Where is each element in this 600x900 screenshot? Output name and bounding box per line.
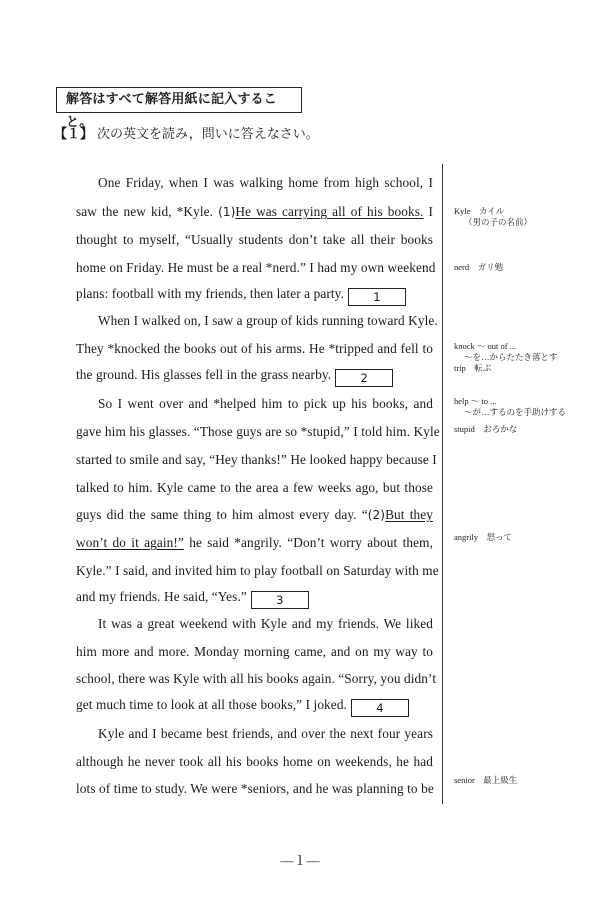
passage-line: Kyle and I became best friends, and over the next four years bbox=[98, 726, 433, 741]
passage-line: and my friends. He said, “Yes.” 3 bbox=[76, 588, 433, 609]
note-angrily: angrily 怒って bbox=[454, 532, 513, 542]
page-number: —１— bbox=[280, 853, 320, 868]
note-nerd: nerd ガリ勉 bbox=[454, 262, 504, 272]
instruction-box: 解答はすべて解答用紙に記入すること。 bbox=[56, 87, 302, 113]
passage-line: Kyle.” I said, and invited him to play football on Saturday with me bbox=[76, 563, 439, 578]
underline-marker-1: (1) bbox=[218, 205, 236, 219]
answer-blank-4: 4 bbox=[351, 699, 409, 717]
passage-line: him more and more. Monday morning came, and on my way to bbox=[76, 644, 433, 659]
question-heading bbox=[54, 126, 319, 144]
note-knock: knock ～ out of ... ～を…からたたき落とす bbox=[454, 341, 558, 362]
passage-line: talked to him. Kyle came to the area a few weeks ago, but those bbox=[76, 480, 433, 495]
passage-line: lots of time to study. We were *seniors, and he was planning to be bbox=[76, 781, 434, 796]
passage-line: get much time to look at all those books,” I joked. 4 bbox=[76, 696, 433, 717]
question-text: 次の英文を読み，問いに答えなさい。 bbox=[97, 127, 319, 142]
note-help: help ～ to ... ～が…するのを手助けする bbox=[454, 396, 567, 417]
passage-line: although he never took all his books home on weekends, he had bbox=[76, 754, 433, 769]
note-kyle: Kyle カイル （男の子の名前） bbox=[454, 206, 533, 227]
passage-line: home on Friday. He must be a real *nerd.” I had my own weekend bbox=[76, 260, 436, 275]
passage-line: school, there was Kyle with all his books again. “Sorry, you didn’t bbox=[76, 671, 437, 686]
passage-line: thought to myself, “Usually students don’t take all their books bbox=[76, 232, 433, 247]
answer-blank-2: 2 bbox=[335, 369, 393, 387]
note-stupid: stupid おろかな bbox=[454, 424, 518, 434]
passage-line: So I went over and *helped him to pick up his books, and bbox=[98, 396, 433, 411]
passage-line: One Friday, when I was walking home from high school, I bbox=[98, 175, 433, 190]
passage-line: guys did the same thing to him almost every day. “(2)But they bbox=[76, 507, 434, 522]
margin-divider bbox=[442, 164, 443, 804]
question-number: 【１】 bbox=[54, 127, 94, 142]
passage-line: plans: football with my friends, then later a party. 1 bbox=[76, 285, 433, 306]
answer-blank-1: 1 bbox=[348, 288, 406, 306]
passage-line: gave him his glasses. “Those guys are so *stupid,” I told him. Kyle bbox=[76, 424, 440, 439]
passage-line: When I walked on, I saw a group of kids running toward Kyle. bbox=[98, 313, 438, 328]
note-trip: trip 転ぶ bbox=[454, 363, 492, 373]
passage-line: started to smile and say, “Hey thanks!” He looked happy because I bbox=[76, 452, 437, 467]
underlined-sentence-2b: won’t do it again!” bbox=[76, 535, 184, 550]
passage-line: won’t do it again!” he said *angrily. “Don’t worry about them, bbox=[76, 535, 434, 550]
underline-marker-2: (2) bbox=[367, 508, 386, 522]
underlined-sentence-1: He was carrying all of his books. bbox=[235, 204, 424, 219]
passage-line: They *knocked the books out of his arms. He *tripped and fell to bbox=[76, 341, 433, 356]
passage-line: It was a great weekend with Kyle and my friends. We liked bbox=[98, 616, 433, 631]
passage-line: saw the new kid, *Kyle. (1)He was carrying all of his books. I bbox=[76, 204, 434, 219]
underlined-sentence-2a: But they bbox=[385, 507, 434, 522]
note-senior: senior 最上級生 bbox=[454, 775, 518, 785]
answer-blank-3: 3 bbox=[251, 591, 309, 609]
passage-line: the ground. His glasses fell in the grass nearby. 2 bbox=[76, 366, 433, 387]
